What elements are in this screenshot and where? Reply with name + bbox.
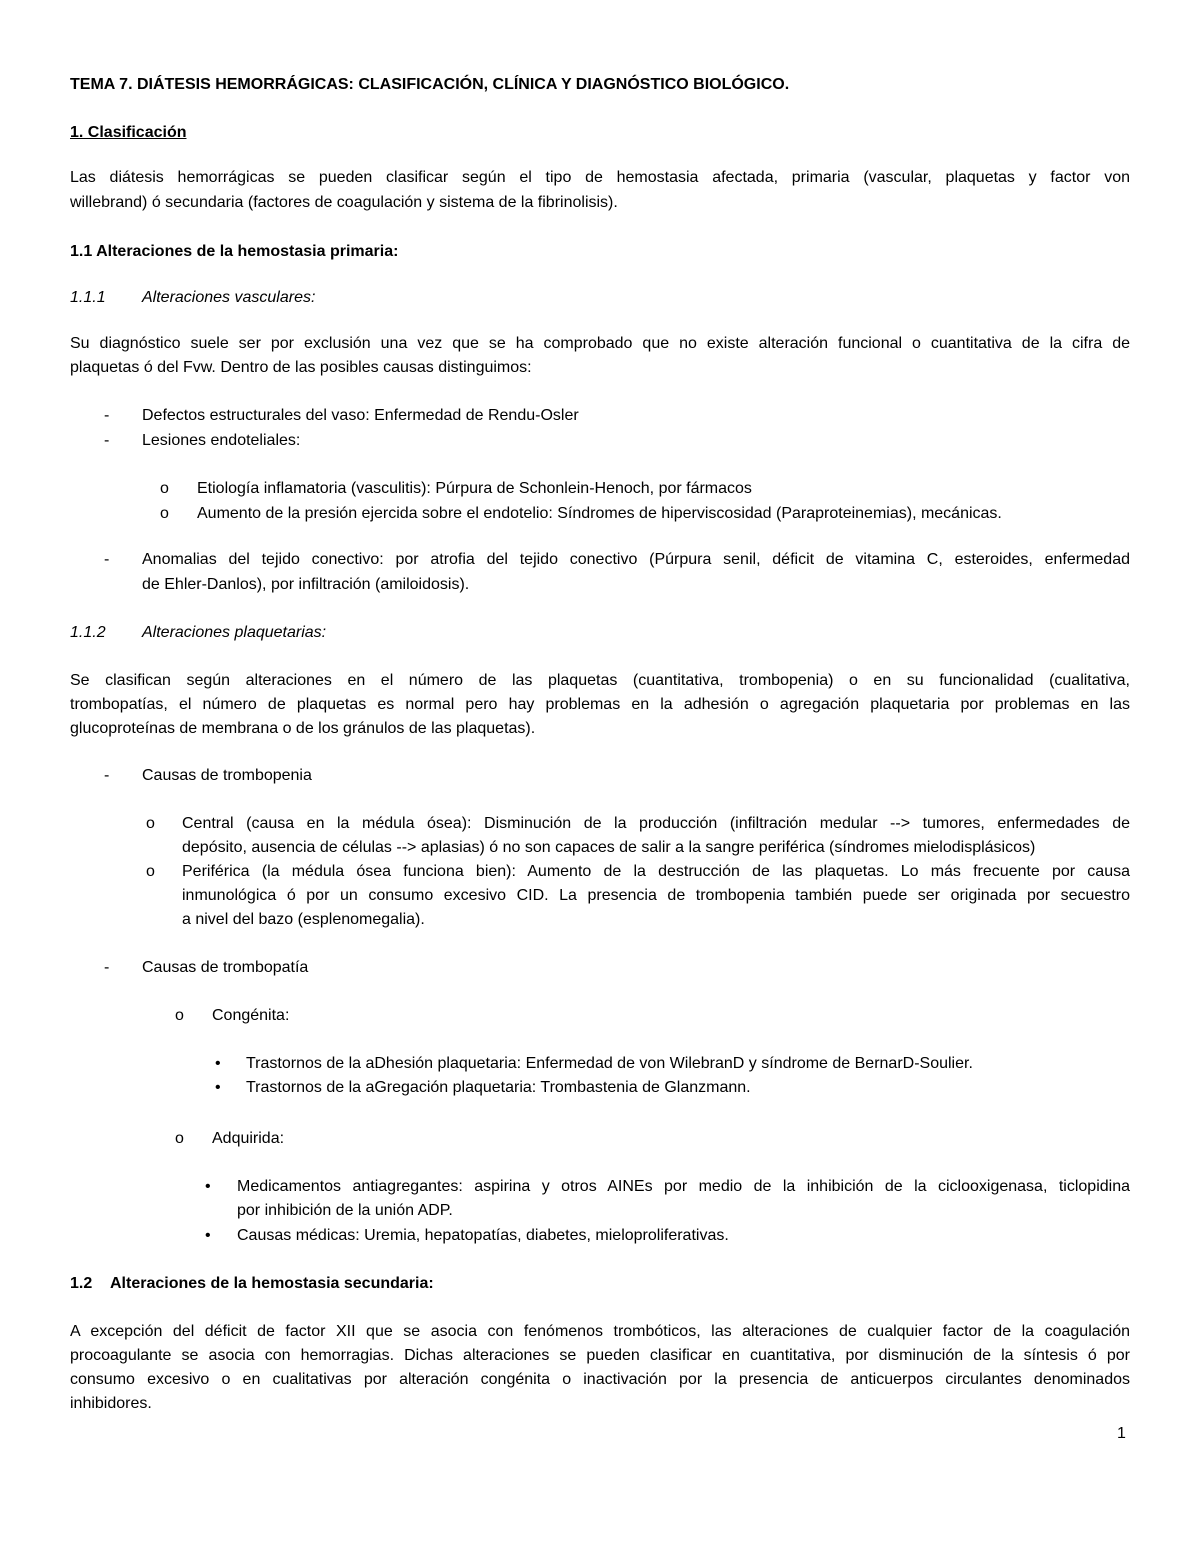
circle-marker: o xyxy=(175,1130,184,1147)
list-item-continuation: de Ehler-Danlos), por infiltración (amiloidosis). xyxy=(142,576,470,593)
sub-list-item-continuation: a nivel del bazo (esplenomegalia). xyxy=(182,911,425,928)
section-1-1-1-number: 1.1.1 xyxy=(70,289,106,306)
list-item: Causas de trombopenia xyxy=(142,767,312,784)
bullet-item: Causas médicas: Uremia, hepatopatías, diabetes, mieloproliferativas. xyxy=(237,1227,729,1244)
dash-marker: - xyxy=(104,959,110,976)
bullet-marker: • xyxy=(205,1227,211,1244)
sub-list-item: Aumento de la presión ejercida sobre el endotelio: Síndromes de hiperviscosidad (Paraproteinemias), mecánicas. xyxy=(197,505,1002,522)
bullet-item: Trastornos de la aGregación plaquetaria: Trombastenia de Glanzmann. xyxy=(246,1079,751,1096)
paragraph-line: consumo excesivo o en cualitativas por alteración congénita o inactivación por la presencia de anticuerpos circulantes denominados xyxy=(70,1371,1130,1388)
section-1-2-number: 1.2 xyxy=(70,1275,93,1292)
list-item: Anomalias del tejido conectivo: por atrofia del tejido conectivo (Púrpura senil, déficit de vitamina C, esteroides, enfermedad xyxy=(142,551,1130,568)
dash-marker: - xyxy=(104,767,110,784)
sub-list-item-continuation: depósito, ausencia de células --> aplasias) ó no son capaces de salir a la sangre periférica (síndromes mielodisplásicos) xyxy=(182,839,1036,856)
circle-marker: o xyxy=(146,863,155,880)
paragraph-line: procoagulante se asocia con hemorragias. Dichas alteraciones se pueden clasificar en cuantitativa, por disminución de la síntesis ó por xyxy=(70,1347,1130,1364)
bullet-item-continuation: por inhibición de la unión ADP. xyxy=(237,1202,453,1219)
dash-marker: - xyxy=(104,407,110,424)
bullet-item: Trastornos de la aDhesión plaquetaria: Enfermedad de von WilebranD y síndrome de BernarD-Soulier. xyxy=(246,1055,973,1072)
list-item: Defectos estructurales del vaso: Enfermedad de Rendu-Osler xyxy=(142,407,579,424)
section-1-1-heading: 1.1 Alteraciones de la hemostasia primaria: xyxy=(70,243,399,260)
section-1-1-2-heading: Alteraciones plaquetarias: xyxy=(142,624,327,641)
sub-list-item: Adquirida: xyxy=(212,1130,285,1147)
section-1-1-1-heading: Alteraciones vasculares: xyxy=(142,289,316,306)
sub-list-item: Congénita: xyxy=(212,1007,290,1024)
bullet-item: Medicamentos antiagregantes: aspirina y otros AINEs por medio de la inhibición de la ciclooxigenasa, ticlopidina xyxy=(237,1178,1130,1195)
list-item: Lesiones endoteliales: xyxy=(142,432,301,449)
circle-marker: o xyxy=(175,1007,184,1024)
bullet-marker: • xyxy=(215,1079,221,1096)
bullet-marker: • xyxy=(215,1055,221,1072)
paragraph-line: A excepción del déficit de factor XII que se asocia con fenómenos trombóticos, las alteraciones de cualquier factor de la coagulación xyxy=(70,1323,1130,1340)
paragraph-line: Las diátesis hemorrágicas se pueden clasificar según el tipo de hemostasia afectada, primaria (vascular, plaquetas y factor von xyxy=(70,169,1130,186)
paragraph-line: Su diagnóstico suele ser por exclusión una vez que se ha comprobado que no existe alteración funcional o cuantitativa de la cifra de xyxy=(70,335,1130,352)
bullet-marker: • xyxy=(205,1178,211,1195)
sub-list-item: Central (causa en la médula ósea): Disminución de la producción (infiltración medular --> tumores, enfermedades de xyxy=(182,815,1130,832)
section-1-heading: 1. Clasificación xyxy=(70,124,187,141)
paragraph-line: glucoproteínas de membrana o de los gránulos de las plaquetas). xyxy=(70,720,536,737)
section-1-1-2-number: 1.1.2 xyxy=(70,624,106,641)
circle-marker: o xyxy=(160,505,169,522)
paragraph-line: trombopatías, el número de plaquetas es normal pero hay problemas en la adhesión o agregación plaquetaria por problemas en las xyxy=(70,696,1130,713)
circle-marker: o xyxy=(146,815,155,832)
dash-marker: - xyxy=(104,551,110,568)
document-title: TEMA 7. DIÁTESIS HEMORRÁGICAS: CLASIFICACIÓN, CLÍNICA Y DIAGNÓSTICO BIOLÓGICO. xyxy=(70,76,790,93)
dash-marker: - xyxy=(104,432,110,449)
sub-list-item: Periférica (la médula ósea funciona bien): Aumento de la destrucción de las plaquetas. Lo más frecuente por causa xyxy=(182,863,1130,880)
list-item: Causas de trombopatía xyxy=(142,959,309,976)
paragraph-line: inhibidores. xyxy=(70,1395,152,1412)
section-1-2-heading: Alteraciones de la hemostasia secundaria: xyxy=(110,1275,434,1292)
paragraph-line: Se clasifican según alteraciones en el número de las plaquetas (cuantitativa, trombopenia) o en su funcionalidad (cualitativa, xyxy=(70,672,1130,689)
circle-marker: o xyxy=(160,480,169,497)
sub-list-item: Etiología inflamatoria (vasculitis): Púrpura de Schonlein-Henoch, por fármacos xyxy=(197,480,752,497)
paragraph-line: willebrand) ó secundaria (factores de coagulación y sistema de la fibrinolisis). xyxy=(70,194,618,211)
page-number: 1 xyxy=(1117,1425,1126,1442)
sub-list-item-continuation: inmunológica ó por un consumo excesivo CID. La presencia de trombopenia también puede ser originada por secuestro xyxy=(182,887,1130,904)
paragraph-line: plaquetas ó del Fvw. Dentro de las posibles causas distinguimos: xyxy=(70,359,532,376)
